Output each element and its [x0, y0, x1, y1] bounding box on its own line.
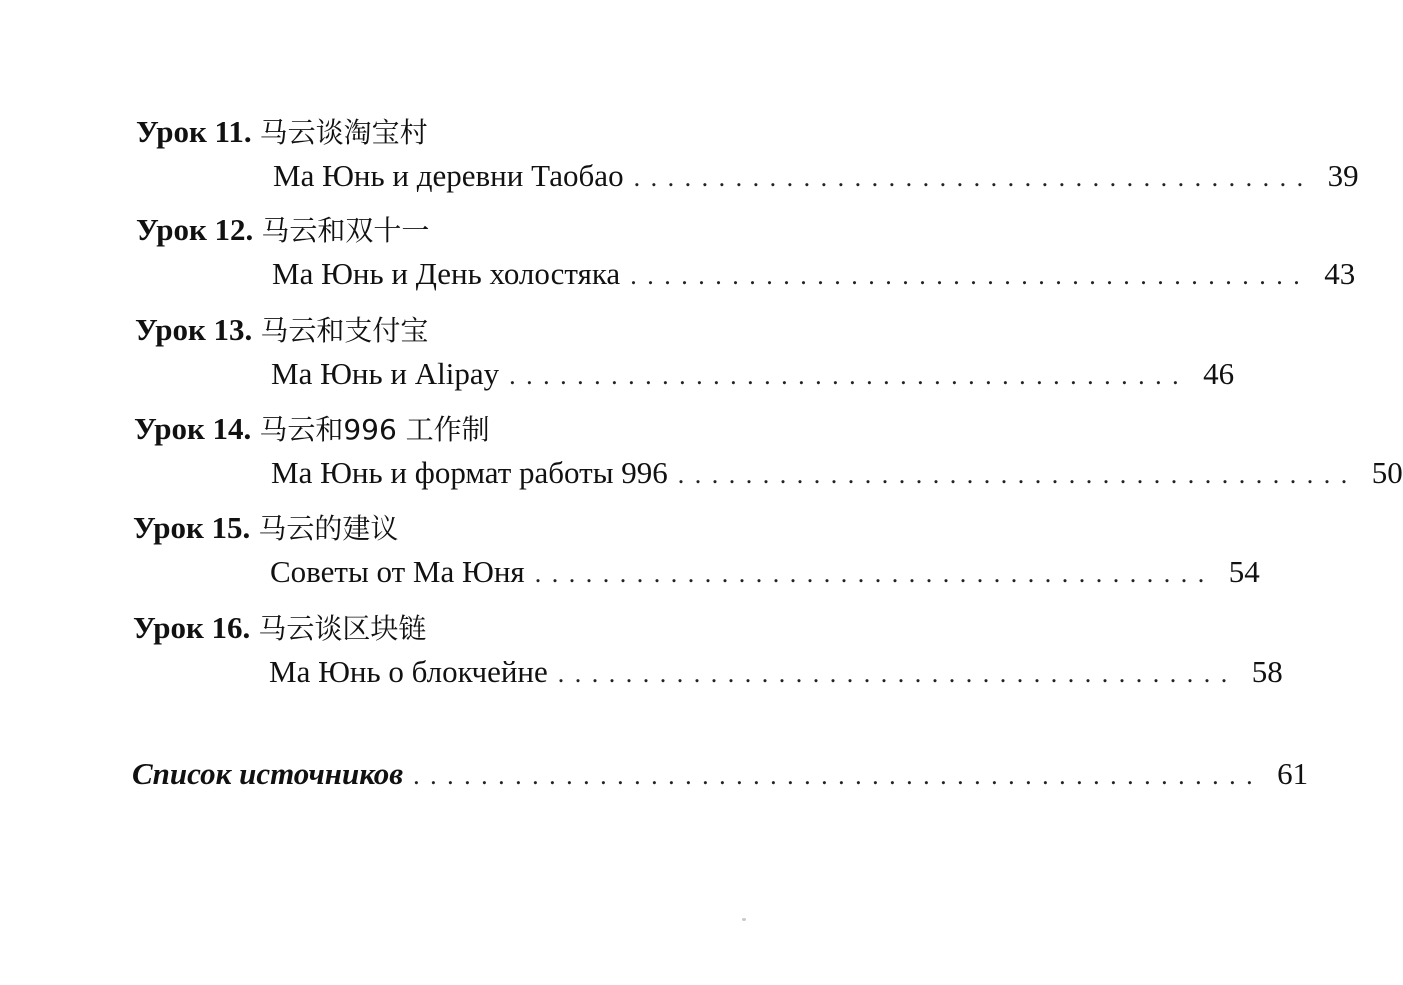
sources-title: Список источников	[132, 756, 404, 791]
lesson-chinese-title: 马云的建议	[258, 512, 399, 545]
toc-entry-lesson-11	[0, 112, 1359, 212]
page-number: 54	[1228, 554, 1260, 589]
page-number: 43	[1324, 256, 1356, 291]
lesson-heading	[133, 508, 398, 548]
lesson-chinese-title: 马云和996 工作制	[259, 413, 490, 446]
lesson-russian-title: Ма Юнь и формат работы 996	[271, 455, 668, 490]
lesson-chinese-title: 马云谈淘宝村	[259, 116, 428, 149]
page-number: 61	[1277, 756, 1309, 791]
dot-leader: ........................................	[633, 163, 1314, 192]
lesson-heading	[136, 210, 429, 250]
dot-leader: ..................................................	[413, 761, 1264, 790]
lesson-heading	[134, 409, 490, 449]
page-number: 50	[1371, 455, 1403, 490]
lesson-number: Урок 12.	[136, 212, 254, 247]
page-number: 39	[1327, 158, 1359, 193]
lesson-russian-title: Советы от Ма Юня	[270, 554, 525, 589]
toc-entry-lesson-15	[0, 508, 1260, 608]
lesson-entry-line	[271, 350, 1235, 394]
dot-leader: ........................................	[557, 659, 1238, 688]
lesson-number: Урок 16.	[133, 610, 251, 645]
lesson-number: Урок 14.	[134, 411, 252, 446]
page-number: 58	[1251, 654, 1283, 689]
lesson-heading	[133, 608, 426, 648]
lesson-entry-line	[271, 449, 1403, 493]
lesson-chinese-title: 马云和双十一	[261, 214, 430, 247]
lesson-entry-line	[269, 648, 1283, 692]
dot-leader: ........................................	[630, 261, 1311, 290]
lesson-russian-title: Ма Юнь и Alipay	[271, 356, 500, 391]
lesson-russian-title: Ма Юнь о блокчейне	[269, 654, 548, 689]
toc-entry-lesson-12	[0, 210, 1356, 310]
lesson-chinese-title: 马云和支付宝	[260, 314, 429, 347]
lesson-heading	[136, 112, 428, 152]
lesson-number: Урок 13.	[135, 312, 253, 347]
toc-entry-lesson-13	[0, 310, 1235, 410]
lesson-entry-line	[273, 152, 1359, 196]
lesson-russian-title: Ма Юнь и деревни Таобао	[273, 158, 624, 193]
lesson-entry-line	[270, 548, 1260, 592]
dot-leader: ........................................	[677, 460, 1358, 489]
lesson-heading	[135, 310, 428, 350]
toc-entry-sources	[132, 750, 1309, 794]
toc-entry-lesson-14	[0, 409, 1403, 509]
lesson-chinese-title: 马云谈区块链	[258, 612, 427, 645]
dot-leader: ........................................	[534, 559, 1215, 588]
print-speck	[742, 918, 746, 921]
dot-leader: ........................................	[509, 361, 1190, 390]
toc-entry-lesson-16	[0, 608, 1283, 708]
page-number: 46	[1203, 356, 1235, 391]
lesson-entry-line	[272, 250, 1356, 294]
lesson-number: Урок 15.	[133, 510, 251, 545]
lesson-number: Урок 11.	[136, 114, 252, 149]
lesson-russian-title: Ма Юнь и День холостяка	[272, 256, 621, 291]
